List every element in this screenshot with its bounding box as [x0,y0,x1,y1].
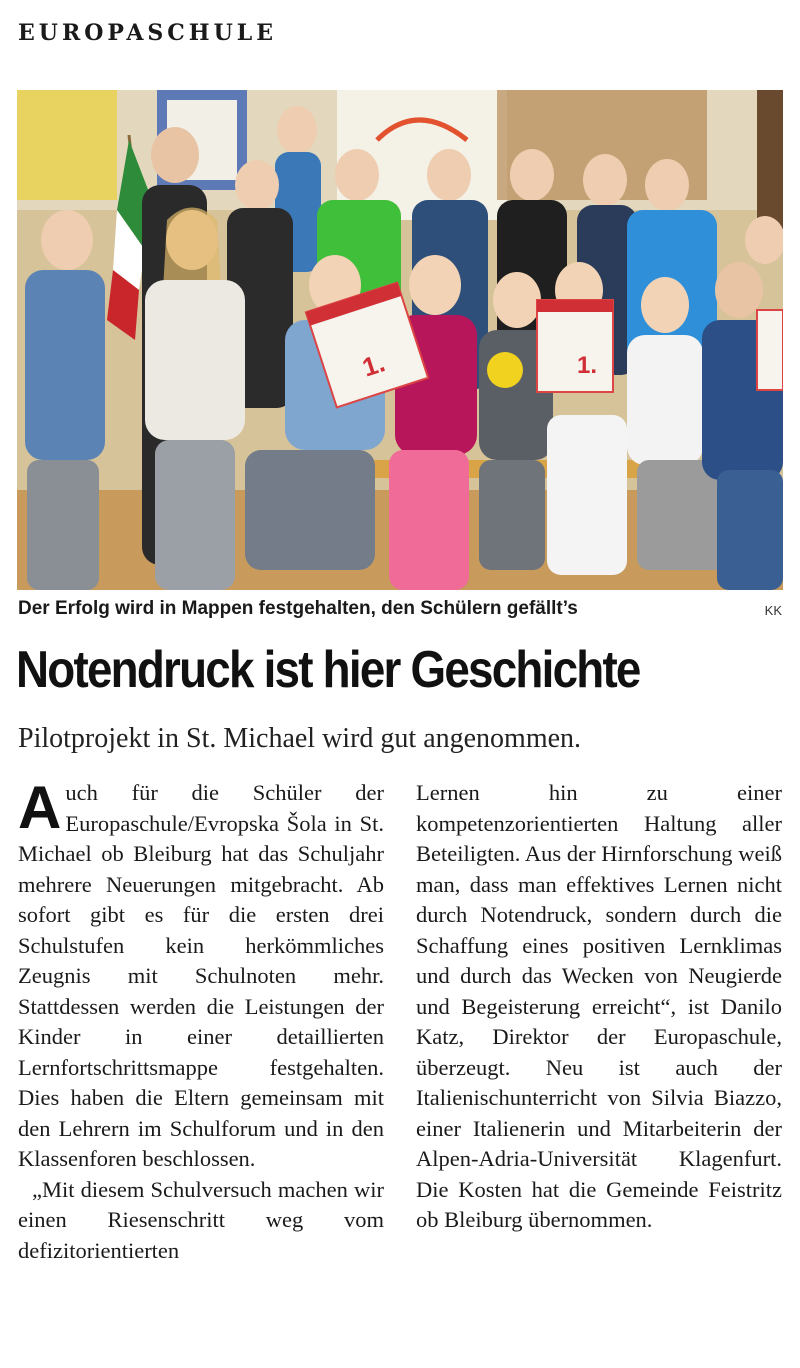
subheadline: Pilotprojekt in St. Michael wird gut angenommen. [18,723,582,754]
photo-caption: Der Erfolg wird in Mappen festgehalten, den Schülern gefällt’s [18,598,578,619]
section-rubric: EUROPASCHULE [18,20,278,46]
class-photo [17,90,783,590]
article-paragraph: „Mit diesem Schulversuch machen wir einen Riesenschritt weg vom defizitorientierten [18,1176,384,1263]
article-column-left [18,774,384,1266]
class-photo-illustration [17,90,783,590]
folder-label: 1. [576,352,598,379]
article-column-right [416,778,782,1236]
headline: Notendruck ist hier Geschichte [16,641,640,699]
article-paragraph: Lernen hin zu einer kompetenzorientierten Haltung aller Beteiligten. Aus der Hirnforschung weiß man, dass man effektives Lernen nicht durch Notendruck, sondern durch die Schaffung eines positiven Lernklimas und durch das Wecken von Neugierde und Begeisterung erreicht“, ist Danilo Katz, Direktor der Europaschule, überzeugt. Neu ist auch der Italienischunterricht von Silvia Biazzo, einer Italienerin und Mitarbeiterin der Alpen-Adria-Universität Klagenfurt. Die Kosten hat die Gemeinde Feistritz ob Bleiburg übernommen. [416,780,782,1232]
photo-credit: KK [764,603,782,618]
paragraph-text: uch für die Schüler der Europaschule/Evropska Šola in St. Michael ob Bleiburg hat das Schuljahr mehrere Neuerungen mitgebracht. Ab sofort gibt es für die ersten drei Schulstufen kein herkömmliches Zeugnis mit Schulnoten mehr. Stattdessen werden die Leistungen der Kinder in einer detaillierten Lernfortschrittsmappe festgehalten. Dies haben die Eltern gemeinsam mit den Lehrern im Schulforum und in den Klassenforen beschlossen. [18,780,384,1171]
drop-cap: A [18,774,62,841]
folder-label: 1. [358,347,389,383]
article-paragraph [18,774,384,1175]
